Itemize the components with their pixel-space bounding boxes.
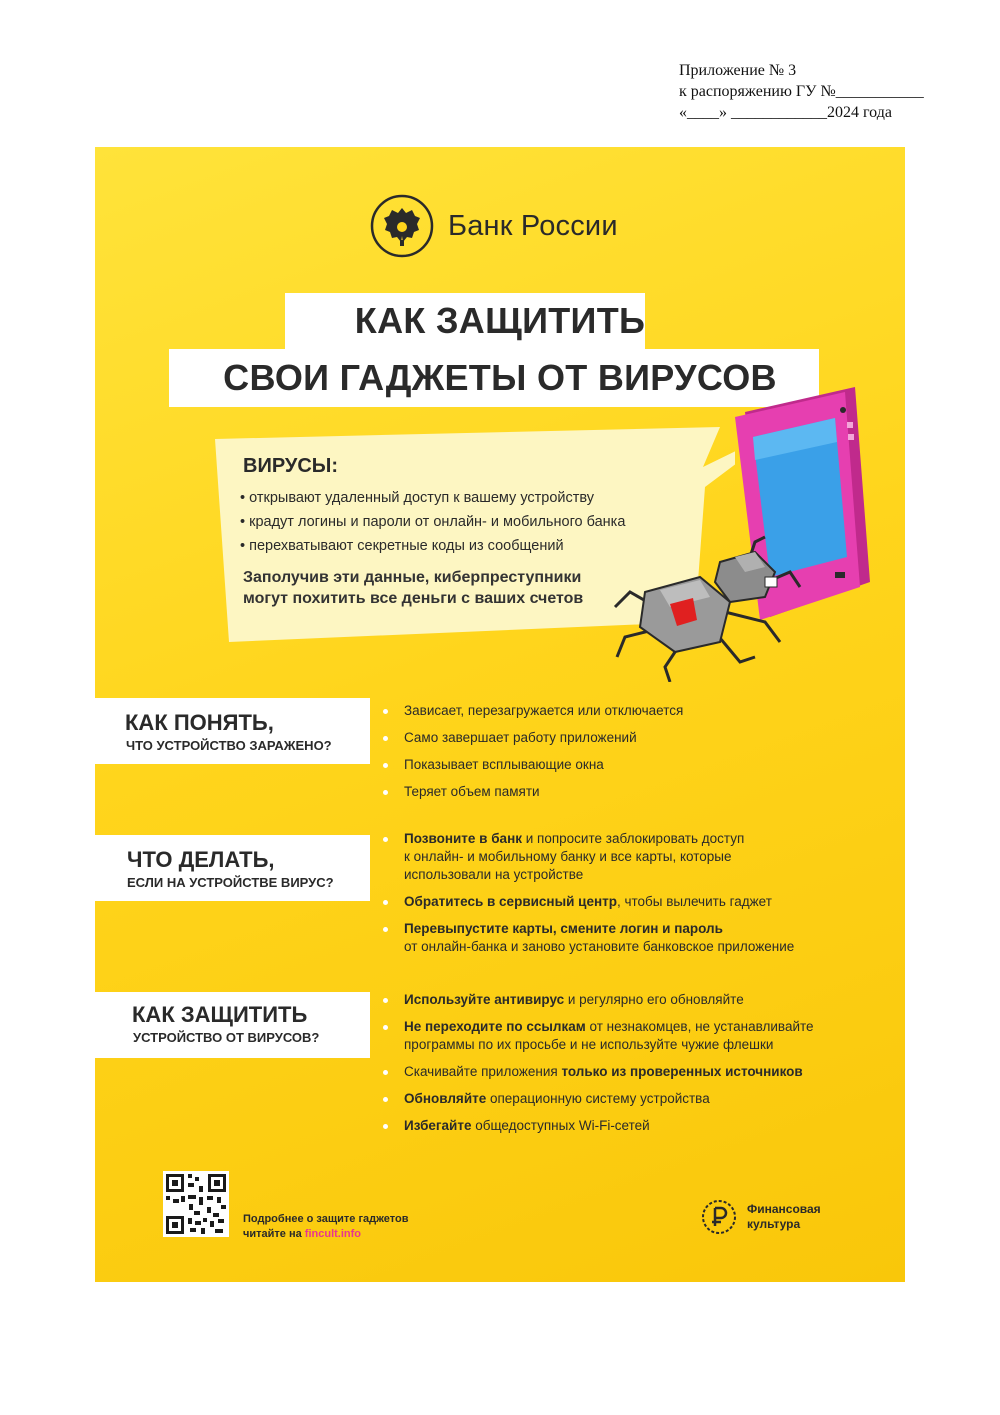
list-item-bold: Избегайте: [404, 1118, 472, 1133]
bank-logo: [370, 194, 618, 258]
ruble-coin-icon: [701, 1199, 737, 1235]
list-item: Теряет объем памяти: [383, 783, 683, 801]
list-item-text: к онлайн- и мобильному банку и все карты, которые: [404, 849, 732, 864]
fincult-line-2: культура: [747, 1217, 801, 1231]
list-item: Зависает, перезагружается или отключается: [383, 702, 683, 720]
viruses-item: • перехватывают секретные коды из сообщений: [240, 538, 564, 554]
fincult-logo: [701, 1199, 821, 1235]
poster: [95, 147, 905, 1282]
list-item-text: от онлайн-банка и заново установите банковское приложение: [404, 939, 795, 954]
list-item-bold: Обновляйте: [404, 1091, 487, 1106]
list-item: Показывает всплывающие окна: [383, 756, 683, 774]
list-item-bold: Не переходите по ссылкам: [404, 1019, 586, 1034]
list-item-text: программы по их просьбе и не используйте чужие флешки: [404, 1037, 774, 1052]
footer-text-line-1: Подробнее о защите гаджетов: [243, 1213, 409, 1225]
section3-list: [383, 991, 814, 1135]
viruses-item: • крадут логины и пароли от онлайн- и мобильного банка: [240, 514, 626, 530]
section1-label-big: КАК ПОНЯТЬ,: [125, 710, 274, 735]
eagle-emblem-icon: [370, 194, 434, 258]
list-item-text: общедоступных Wi-Fi-сетей: [471, 1118, 650, 1133]
list-item-text: операционную систему устройства: [486, 1091, 710, 1106]
virus-spider-icon: [605, 532, 805, 682]
section1-list: [383, 702, 683, 801]
viruses-heading: ВИРУСЫ:: [243, 455, 339, 477]
footer-text-pre: читайте на: [243, 1228, 305, 1240]
viruses-note-line-2: могут похитить все деньги с ваших счетов: [243, 590, 584, 607]
list-item: [383, 1090, 814, 1108]
section2-list: [383, 830, 794, 956]
list-item-text: Скачивайте приложения: [404, 1064, 562, 1079]
list-item-text: и регулярно его обновляйте: [564, 992, 744, 1007]
bank-name: Банк России: [448, 209, 618, 242]
list-item-text: , чтобы вылечить гаджет: [616, 894, 772, 909]
viruses-list: [240, 486, 625, 558]
footer-text: [243, 1212, 408, 1242]
title-line-1: КАК ЗАЩИТИТЬ: [354, 300, 646, 341]
list-item: [383, 991, 814, 1009]
qr-code-icon: [163, 1171, 229, 1237]
appendix-line-2: к распоряжению ГУ №___________: [679, 83, 924, 100]
list-item: [383, 1018, 814, 1054]
list-item-text: использовали на устройстве: [404, 867, 584, 882]
list-item-bold: только из проверенных источников: [561, 1064, 803, 1079]
footer-text-line-2: [243, 1227, 408, 1242]
title-line-2: СВОИ ГАДЖЕТЫ ОТ ВИРУСОВ: [223, 357, 777, 398]
viruses-note-line-1: Заполучив эти данные, киберпреступники: [243, 569, 582, 586]
appendix-line-3: «____» ____________2024 года: [679, 104, 892, 121]
list-item-text: от незнакомцев, не устанавливайте: [585, 1019, 814, 1034]
fincult-line-1: Финансовая: [747, 1202, 821, 1216]
list-item-text: и попросите заблокировать доступ: [521, 831, 745, 846]
list-item-bold: Позвоните в банк: [404, 831, 522, 846]
viruses-note: [243, 567, 663, 609]
section2-label-small: ЕСЛИ НА УСТРОЙСТВЕ ВИРУС?: [127, 875, 334, 890]
section3-label-small: УСТРОЙСТВО ОТ ВИРУСОВ?: [133, 1030, 320, 1045]
appendix-line-1: Приложение № 3: [679, 62, 797, 79]
viruses-item: • открывают удаленный доступ к вашему устройству: [240, 490, 595, 506]
list-item: [383, 830, 794, 884]
list-item: [383, 893, 794, 911]
list-item: Само завершает работу приложений: [383, 729, 683, 747]
list-item: [383, 920, 794, 956]
list-item-bold: Перевыпустите карты, смените логин и пароль: [404, 921, 723, 936]
section2-label-big: ЧТО ДЕЛАТЬ,: [127, 847, 275, 872]
list-item-bold: Обратитесь в сервисный центр: [404, 894, 617, 909]
list-item-bold: Используйте антивирус: [404, 992, 565, 1007]
section1-label-small: ЧТО УСТРОЙСТВО ЗАРАЖЕНО?: [126, 738, 332, 753]
list-item: [383, 1117, 814, 1135]
appendix-header: [679, 60, 924, 123]
fincult-link[interactable]: fincult.info: [304, 1228, 362, 1240]
fincult-text: [747, 1202, 821, 1232]
list-item: [383, 1063, 814, 1081]
section3-label-big: КАК ЗАЩИТИТЬ: [132, 1002, 308, 1027]
